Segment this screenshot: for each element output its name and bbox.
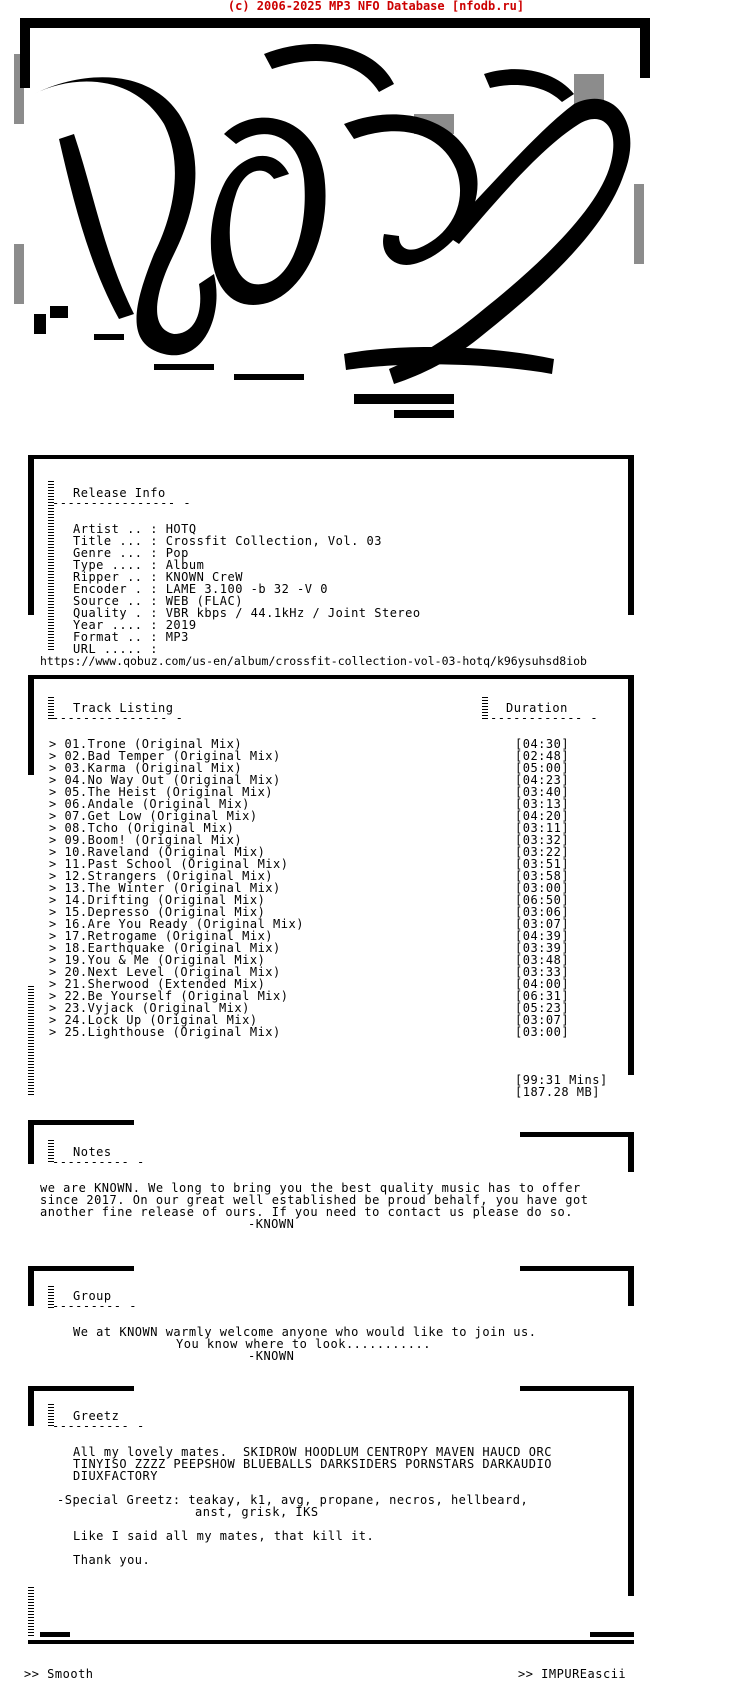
track-duration: [03:58] [515, 869, 570, 883]
notes-line: we are KNOWN. We long to bring you the best quality music has to offer [40, 1181, 581, 1195]
greetz-heading: Greetz [73, 1409, 120, 1423]
box-left-border [28, 1124, 34, 1164]
release-row: Source .. : WEB (FLAC) [73, 594, 243, 608]
track-duration: [03:51] [515, 857, 570, 871]
section-mark [590, 1632, 634, 1637]
greetz-line: All my lovely mates. SKIDROW HOODLUM CENTROPY MAVEN HAUCD ORC [73, 1445, 552, 1459]
box-right-border [628, 675, 634, 1075]
greetz-line: TINYISO ZZZZ PEEPSHOW BLUEBALLS DARKSIDERS PORNSTARS DARKAUDIO [73, 1457, 552, 1471]
group-line: We at KNOWN warmly welcome anyone who would like to join us. [73, 1325, 537, 1339]
release-row: Format .. : MP3 [73, 630, 189, 644]
section-shade [482, 697, 488, 719]
group-signature: -KNOWN [248, 1349, 295, 1363]
track-duration: [04:39] [515, 929, 570, 943]
release-row: Quality . : VBR kbps / 44.1kHz / Joint Stereo [73, 606, 421, 620]
track-duration: [03:11] [515, 821, 570, 835]
box-left-border [28, 1386, 34, 1426]
box-right-border [628, 1386, 634, 1596]
section-mark [28, 1120, 134, 1125]
special-greetz-line: anst, grisk, IKS [195, 1505, 319, 1519]
group-heading: Group [73, 1289, 112, 1303]
duration-underline: ------------ - [490, 711, 599, 725]
notes-line: since 2017. On our great well established be proud behalf, you have got [40, 1193, 589, 1207]
release-row: Ripper .. : KNOWN CreW [73, 570, 243, 584]
track-duration: [03:33] [515, 965, 570, 979]
track-duration: [05:23] [515, 1001, 570, 1015]
section-mark [520, 1266, 634, 1271]
section-shade [28, 1586, 34, 1636]
track-duration: [03:13] [515, 797, 570, 811]
release-url[interactable]: https://www.qobuz.com/us-en/album/crossfit-collection-vol-03-hotq/k96ysuhsd8iob [40, 654, 587, 668]
track-duration: [03:40] [515, 785, 570, 799]
total-time: [99:31 Mins] [515, 1073, 608, 1087]
track-duration: [03:07] [515, 1013, 570, 1027]
section-shade [28, 985, 34, 1095]
track-title: > 24.Lock Up (Original Mix) [49, 1013, 258, 1027]
logo-tag: sM [530, 75, 545, 89]
notes-heading: Notes [73, 1145, 112, 1159]
section-mark [28, 1386, 134, 1391]
special-greetz-line: -Special Greetz: teakay, k1, avg, propane, necros, hellbeard, [57, 1493, 529, 1507]
track-title: > 06.Andale (Original Mix) [49, 797, 250, 811]
release-row: Encoder . : LAME 3.100 -b 32 -V 0 [73, 582, 328, 596]
track-title: > 07.Get Low (Original Mix) [49, 809, 258, 823]
release-row: Genre ... : Pop [73, 546, 189, 560]
track-title: > 12.Strangers (Original Mix) [49, 869, 274, 883]
track-title: > 19.You & Me (Original Mix) [49, 953, 266, 967]
box-right-border [628, 455, 634, 615]
track-duration: [04:30] [515, 737, 570, 751]
track-title: > 15.Depresso (Original Mix) [49, 905, 266, 919]
footer-credit-left: >> Smooth [24, 1667, 94, 1681]
track-duration: [03:39] [515, 941, 570, 955]
track-title: > 02.Bad Temper (Original Mix) [49, 749, 281, 763]
track-duration: [03:06] [515, 905, 570, 919]
track-title: > 25.Lighthouse (Original Mix) [49, 1025, 281, 1039]
box-bottom-border [28, 1640, 634, 1644]
footer-credit-right: >> IMPUREascii [518, 1667, 627, 1681]
notes-underline: ---------- - [52, 1155, 145, 1169]
greetz-line: DIUXFACTORY [73, 1469, 158, 1483]
box-top-border [28, 675, 634, 679]
section-mark [28, 1266, 134, 1271]
release-row: Year .... : 2019 [73, 618, 197, 632]
track-title: > 14.Drifting (Original Mix) [49, 893, 266, 907]
release-info-underline: ---------------- - [52, 496, 192, 510]
track-title: > 20.Next Level (Original Mix) [49, 965, 281, 979]
track-title: > 23.Vyjack (Original Mix) [49, 1001, 250, 1015]
box-top-border [28, 455, 634, 459]
track-title: > 22.Be Yourself (Original Mix) [49, 989, 289, 1003]
group-line: You know where to look........... [176, 1337, 431, 1351]
track-listing-heading: Track Listing [73, 701, 174, 715]
section-mark [520, 1132, 634, 1137]
track-duration: [03:48] [515, 953, 570, 967]
release-row: Type .... : Album [73, 558, 205, 572]
section-mark [520, 1386, 634, 1391]
box-left-border [28, 675, 34, 775]
greetz-underline: ---------- - [52, 1419, 145, 1433]
track-title: > 16.Are You Ready (Original Mix) [49, 917, 304, 931]
track-title: > 04.No Way Out (Original Mix) [49, 773, 281, 787]
track-title: > 08.Tcho (Original Mix) [49, 821, 235, 835]
duration-heading: Duration [506, 701, 568, 715]
track-duration: [06:31] [515, 989, 570, 1003]
box-right-border [628, 1132, 634, 1172]
total-size: [187.28 MB] [515, 1085, 600, 1099]
track-duration: [03:00] [515, 881, 570, 895]
release-row: URL ..... : [73, 642, 158, 656]
track-duration: [04:00] [515, 977, 570, 991]
track-duration: [05:00] [515, 761, 570, 775]
track-title: > 09.Boom! (Original Mix) [49, 833, 243, 847]
track-title: > 13.The Winter (Original Mix) [49, 881, 281, 895]
track-title: > 11.Past School (Original Mix) [49, 857, 289, 871]
site-copyright-header: (c) 2006-2025 MP3 NFO Database [nfodb.ru] [227, 0, 525, 13]
release-row: Title ... : Crossfit Collection, Vol. 03 [73, 534, 382, 548]
track-duration: [04:20] [515, 809, 570, 823]
box-left-border [28, 455, 34, 615]
track-title: > 03.Karma (Original Mix) [49, 761, 243, 775]
track-duration: [02:48] [515, 749, 570, 763]
release-row: Artist .. : HOTQ [73, 522, 197, 536]
track-title: > 21.Sherwood (Extended Mix) [49, 977, 266, 991]
box-left-border [28, 1266, 34, 1306]
track-title: > 10.Raveland (Original Mix) [49, 845, 266, 859]
track-title: > 05.The Heist (Original Mix) [49, 785, 274, 799]
notes-signature: -KNOWN [248, 1217, 295, 1231]
track-title: > 17.Retrogame (Original Mix) [49, 929, 274, 943]
notes-line: another fine release of ours. If you need to contact us please do so. [40, 1205, 573, 1219]
release-info-heading: Release Info [73, 486, 166, 500]
track-listing-underline: --------------- - [52, 711, 184, 725]
track-title: > 01.Trone (Original Mix) [49, 737, 243, 751]
greetz-line: Like I said all my mates, that kill it. [73, 1529, 375, 1543]
track-duration: [03:22] [515, 845, 570, 859]
section-mark [40, 1632, 70, 1637]
track-title: > 18.Earthquake (Original Mix) [49, 941, 281, 955]
track-duration: [03:00] [515, 1025, 570, 1039]
group-underline: --------- - [52, 1299, 137, 1313]
box-right-border [628, 1266, 634, 1306]
track-duration: [03:07] [515, 917, 570, 931]
track-duration: [03:32] [515, 833, 570, 847]
greetz-thanks: Thank you. [73, 1553, 151, 1567]
track-duration: [04:23] [515, 773, 570, 787]
track-duration: [06:50] [515, 893, 570, 907]
